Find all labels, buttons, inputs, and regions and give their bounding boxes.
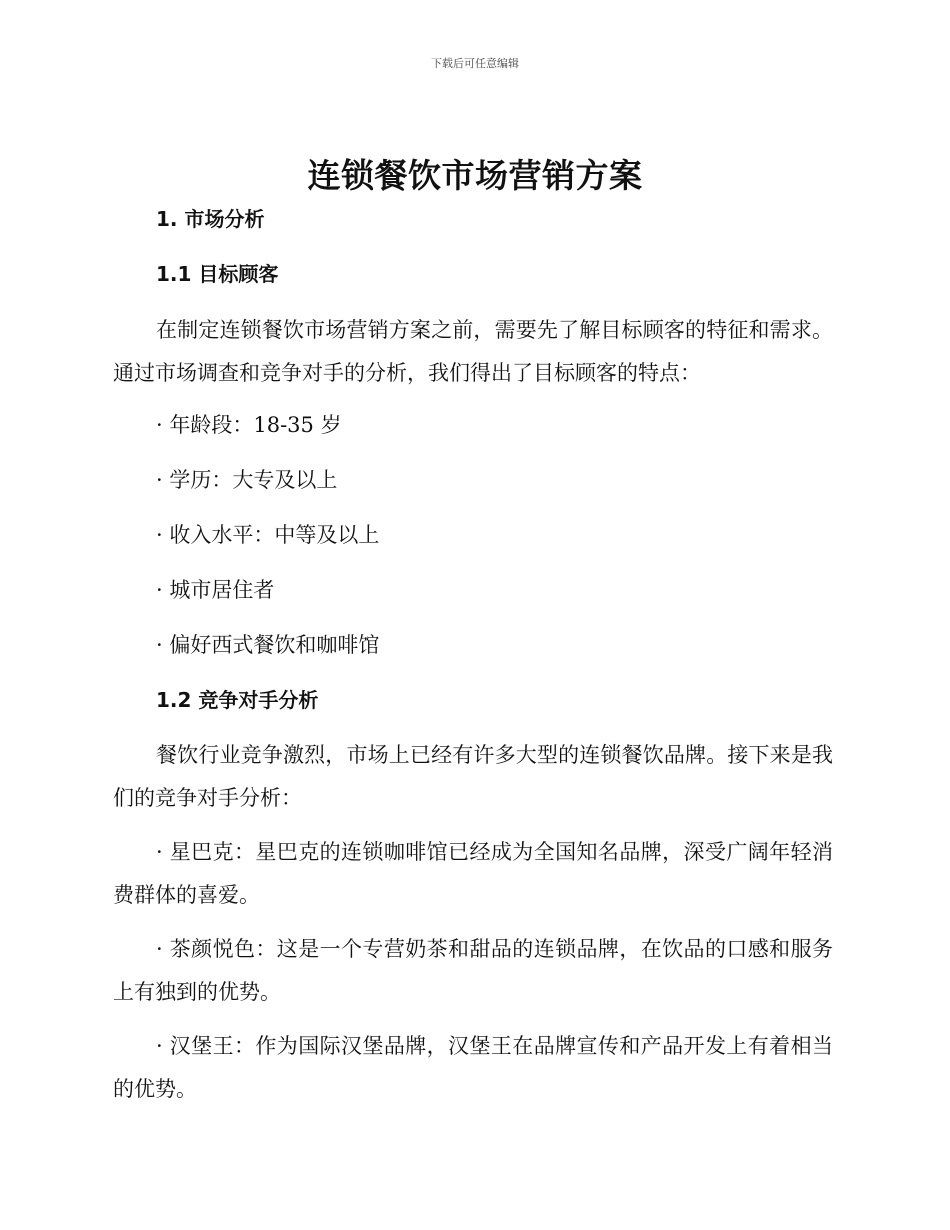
- competitor-item-burger-king: · 汉堡王：作为国际汉堡品牌，汉堡王在品牌宣传和产品开发上有着相当的优势。: [113, 1034, 833, 1101]
- bullet-preference: · 偏好西式餐饮和咖啡馆: [156, 633, 380, 657]
- bullet-income: · 收入水平：中等及以上: [156, 523, 380, 547]
- paragraph-competitor-intro: 餐饮行业竞争激烈，市场上已经有许多大型的连锁餐饮品牌。接下来是我们的竞争对手分析：: [113, 743, 833, 810]
- competitor-item-chayan: · 茶颜悦色：这是一个专营奶茶和甜品的连锁品牌，在饮品的口感和服务上有独到的优势。: [113, 937, 833, 1004]
- bullet-education: · 学历：大专及以上: [156, 468, 338, 492]
- bullet-residence: · 城市居住者: [156, 578, 275, 602]
- section-heading-market-analysis: 1. 市场分析: [156, 207, 265, 231]
- competitor-item-starbucks: · 星巴克：星巴克的连锁咖啡馆已经成为全国知名品牌，深受广阔年轻消费群体的喜爱。: [113, 840, 833, 907]
- section-heading-target-customers: 1.1 目标顾客: [156, 262, 279, 286]
- page-header-note: 下载后可任意编辑: [431, 57, 519, 70]
- document-title: 连锁餐饮市场营销方案: [307, 156, 643, 195]
- bullet-age: · 年龄段：18-35 岁: [156, 413, 342, 437]
- paragraph-target-customers-intro: 在制定连锁餐饮市场营销方案之前，需要先了解目标顾客的特征和需求。通过市场调查和竞争对手的分析，我们得出了目标顾客的特点：: [113, 318, 833, 385]
- section-heading-competitor-analysis: 1.2 竞争对手分析: [156, 688, 319, 712]
